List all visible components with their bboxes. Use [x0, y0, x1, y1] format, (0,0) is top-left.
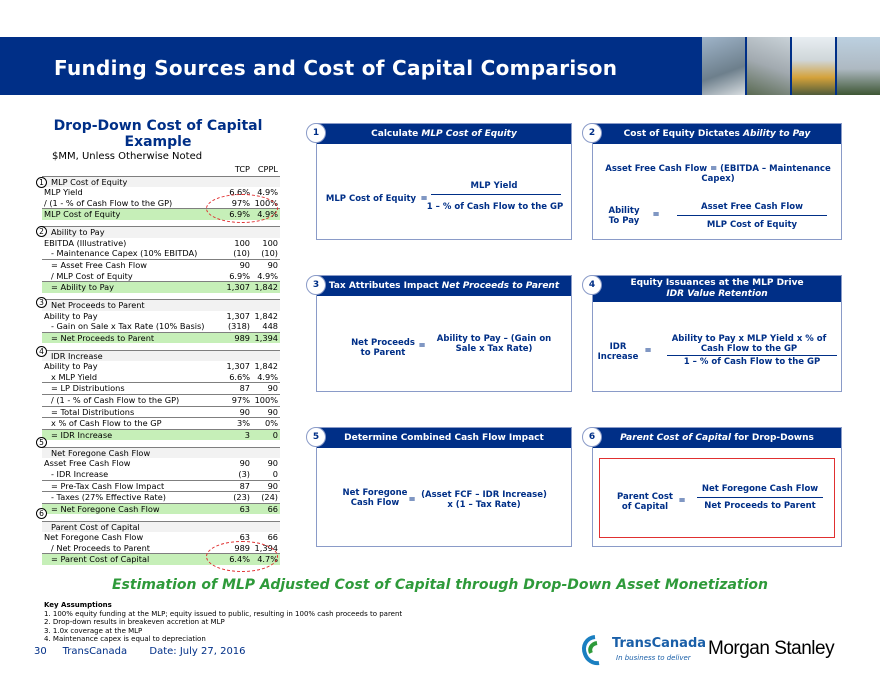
row-label: - Gain on Sale x Tax Rate (10% Basis) — [42, 321, 218, 332]
value-tcp: 1,307 — [226, 310, 250, 321]
header-photos — [700, 37, 880, 95]
value-tcp: (23) — [218, 492, 252, 504]
row-label: - Maintenance Capex (10% EBITDA) — [42, 248, 218, 259]
section-title: Net Proceeds to Parent — [42, 300, 218, 311]
highlight-oval-top — [206, 194, 278, 223]
box6-number: 6 — [582, 427, 602, 447]
table-row — [42, 469, 280, 480]
value-cppl: 448 — [252, 321, 280, 332]
value-cppl: 1,842 — [254, 361, 278, 372]
box6-numerator: Net Foregone Cash Flow — [701, 484, 819, 494]
table-row — [42, 480, 280, 492]
row-label: / MLP Cost of Equity — [42, 271, 218, 282]
value-cppl: 100% — [252, 395, 280, 407]
value-cppl — [252, 350, 280, 361]
box3-header: Tax Attributes Impact Net Proceeds to Parent — [317, 276, 571, 296]
value-tcp: 100 — [234, 237, 250, 248]
box4-header: Equity Issuances at the MLP Drive IDR Value Retention — [593, 276, 841, 302]
table-row — [42, 271, 280, 282]
box2-header: Cost of Equity Dictates Ability to Pay — [593, 124, 841, 144]
row-label: Asset Free Cash Flow — [44, 458, 131, 469]
value-cppl — [252, 300, 280, 311]
section-number-badge: 4 — [36, 346, 47, 357]
box3-rhs: Ability to Pay – (Gain on Sale x Tax Rate) — [436, 334, 552, 354]
value-tcp: 3 — [218, 429, 252, 440]
value-tcp: 3% — [218, 418, 252, 430]
highlight-oval-bottom — [206, 541, 278, 572]
value-tcp — [218, 300, 252, 311]
value-cppl: 0 — [252, 469, 280, 480]
value-cppl: 1,394 — [252, 543, 280, 554]
box-combined-cash-flow: Determine Combined Cash Flow Impact Net Foregone Cash Flow = (Asset FCF – IDR Increase) x (1 – Tax Rate) — [316, 427, 572, 547]
section-title: IDR Increase — [42, 350, 218, 361]
table-row — [42, 176, 280, 187]
key-item: 1. 100% equity funding at the MLP; equity issued to public, resulting in 100% cash proceeds to parent — [44, 609, 403, 618]
box2-denominator: MLP Cost of Equity — [706, 220, 798, 230]
value-tcp: 6.4% — [218, 554, 252, 565]
value-cppl: 1,842 — [252, 282, 280, 293]
box2-number: 2 — [582, 123, 602, 143]
section-number-badge: 5 — [36, 437, 47, 448]
table-row — [42, 248, 280, 259]
value-tcp — [218, 521, 252, 532]
box-net-proceeds: Tax Attributes Impact Net Proceeds to Parent Net Proceeds to Parent = Ability to Pay – (Gain on Sale x Tax Rate) — [316, 275, 572, 392]
value-cppl: 1,842 — [254, 310, 278, 321]
photo-pipes — [700, 37, 745, 95]
table-row — [42, 259, 280, 270]
box-ability-to-pay: Cost of Equity Dictates Ability to Pay Asset Free Cash Flow = (EBITDA – Maintenance Capex) Ability To Pay = Asset Free Cash Flow MLP Cost of Equity — [592, 123, 842, 240]
value-tcp: 1,307 — [218, 282, 252, 293]
row-label: = Asset Free Cash Flow — [51, 259, 147, 270]
row-label: = Ability to Pay — [42, 282, 218, 293]
row-label: EBITDA (Illustrative) — [44, 237, 127, 248]
table-row — [42, 429, 280, 440]
value-tcp: 97% — [218, 198, 252, 209]
value-tcp: 989 — [218, 543, 252, 554]
photo-plant — [745, 37, 790, 95]
box4-numerator: Ability to Pay x MLP Yield x % of Cash Flow to the GP — [671, 334, 827, 354]
box3-number: 3 — [306, 275, 326, 295]
box-idr-value: Equity Issuances at the MLP Drive IDR Value Retention IDR Increase = Ability to Pay x MLP Yield x % of Cash Flow to the GP 1 – % of Cash Flow to the GP — [592, 275, 842, 392]
box2-top-formula: Asset Free Cash Flow = (EBITDA – Maintenance Capex) — [605, 164, 831, 184]
table-row — [42, 406, 280, 418]
key-item: 4. Maintenance capex is equal to depreciation — [44, 635, 206, 643]
box-mlp-cost-of-equity: Calculate MLP Cost of Equity MLP Cost of Equity = MLP Yield 1 – % of Cash Flow to the GP — [316, 123, 572, 240]
row-label: = Net Proceeds to Parent — [42, 332, 218, 343]
row-label: = Total Distributions — [42, 406, 218, 418]
row-label: = Net Foregone Cash Flow — [42, 503, 218, 514]
value-cppl: 66 — [252, 503, 280, 514]
box6-denominator: Net Proceeds to Parent — [704, 501, 816, 511]
value-cppl: (24) — [252, 492, 280, 504]
row-label: x % of Cash Flow to the GP — [42, 418, 218, 430]
table-spacer — [42, 440, 280, 447]
table-row — [42, 447, 280, 458]
value-tcp: 90 — [218, 406, 252, 418]
footer-date: Date: July 27, 2016 — [149, 646, 246, 657]
table-row — [42, 492, 280, 504]
row-label: - Taxes (27% Effective Rate) — [42, 492, 218, 504]
table-row — [42, 350, 280, 361]
table-spacer — [42, 293, 280, 300]
section-number-badge: 1 — [36, 177, 47, 188]
key-item: 2. Drop-down results in breakeven accretion at MLP — [44, 618, 225, 626]
value-tcp — [218, 227, 252, 238]
table-row — [42, 321, 280, 332]
value-cppl: 1,394 — [252, 332, 280, 343]
box3-lhs: Net Proceeds to Parent — [351, 338, 415, 358]
value-cppl: 0% — [252, 418, 280, 430]
photo-station — [835, 37, 880, 95]
col-header-tcp: TCP — [234, 164, 250, 175]
value-cppl: 4.7% — [252, 554, 280, 565]
table-row — [42, 395, 280, 407]
section-number-badge: 2 — [36, 226, 47, 237]
table-row — [42, 503, 280, 514]
value-tcp: 6.6% — [229, 187, 250, 198]
section-number-badge: 3 — [36, 297, 47, 308]
row-label: = Pre-Tax Cash Flow Impact — [42, 480, 218, 492]
section-title: MLP Cost of Equity — [42, 176, 218, 187]
value-cppl: 100% — [252, 198, 280, 209]
row-label: MLP Yield — [44, 187, 83, 198]
table-row — [42, 300, 280, 311]
row-label: / (1 - % of Cash Flow to the GP) — [42, 395, 218, 407]
box5-rhs: (Asset FCF – IDR Increase) x (1 – Tax Rate) — [421, 490, 547, 510]
morgan-stanley-logo: Morgan Stanley — [708, 638, 835, 659]
value-tcp: 90 — [239, 259, 250, 270]
box1-lhs: MLP Cost of Equity — [325, 194, 417, 204]
row-label: = IDR Increase — [42, 429, 218, 440]
key-assumptions — [44, 601, 402, 644]
value-cppl: 100 — [262, 237, 278, 248]
box1-number: 1 — [306, 123, 326, 143]
row-label: Ability to Pay — [44, 361, 98, 372]
table-row — [42, 238, 280, 249]
row-label: MLP Cost of Equity — [42, 209, 218, 220]
key-item: 3. 1.0x coverage at the MLP — [44, 626, 143, 635]
section-title: Net Foregone Cash Flow — [42, 447, 218, 458]
value-tcp: 87 — [218, 383, 252, 395]
value-cppl: 90 — [252, 480, 280, 492]
key-assumptions-title: Key Assumptions — [44, 601, 112, 609]
box6-lhs: Parent Cost of Capital — [617, 492, 673, 512]
table-row — [42, 383, 280, 395]
value-cppl: 4.9% — [257, 187, 278, 198]
box-parent-cost-of-capital: Parent Cost of Capital for Drop-Downs Parent Cost of Capital = Net Foregone Cash Flow Net Proceeds to Parent — [592, 427, 842, 547]
box1-numerator: MLP Yield — [470, 181, 518, 191]
value-tcp — [218, 350, 252, 361]
table-row — [42, 372, 280, 383]
row-label: = Parent Cost of Capital — [42, 554, 218, 565]
left-title: Drop-Down Cost of Capital Example — [53, 118, 263, 150]
row-label: / (1 - % of Cash Flow to the GP) — [42, 198, 218, 209]
section-number-badge: 6 — [36, 508, 47, 519]
transcanada-swirl-icon — [580, 634, 610, 668]
value-cppl: 4.9% — [252, 209, 280, 220]
box4-lhs: IDR Increase — [597, 342, 639, 362]
box6-header: Parent Cost of Capital for Drop-Downs — [593, 428, 841, 448]
table-row — [42, 521, 280, 532]
section-title: Ability to Pay — [42, 227, 218, 238]
photo-worker — [790, 37, 835, 95]
transcanada-name: TransCanada — [612, 636, 707, 651]
value-cppl — [252, 521, 280, 532]
row-label: x MLP Yield — [42, 372, 218, 383]
header-bar — [0, 37, 880, 95]
table-row — [42, 458, 280, 469]
value-cppl: 4.9% — [252, 271, 280, 282]
value-cppl: 4.9% — [252, 372, 280, 383]
bottom-headline: Estimation of MLP Adjusted Cost of Capital through Drop-Down Asset Monetization — [111, 577, 769, 593]
value-cppl — [252, 447, 280, 458]
row-label: = LP Distributions — [42, 383, 218, 395]
box5-header: Determine Combined Cash Flow Impact — [317, 428, 571, 448]
value-cppl — [252, 227, 280, 238]
value-tcp — [218, 447, 252, 458]
value-tcp: 97% — [218, 395, 252, 407]
value-cppl: 90 — [267, 259, 278, 270]
value-tcp: 1,307 — [226, 361, 250, 372]
col-header-cppl: CPPL — [257, 164, 278, 175]
cost-of-capital-table — [42, 164, 280, 565]
value-tcp: 989 — [218, 332, 252, 343]
value-cppl: 66 — [267, 532, 278, 543]
row-label: / Net Proceeds to Parent — [42, 543, 218, 554]
table-spacer — [42, 514, 280, 521]
table-spacer — [42, 343, 280, 350]
value-cppl: 90 — [267, 458, 278, 469]
table-row — [42, 332, 280, 343]
box1-header: Calculate MLP Cost of Equity — [317, 124, 571, 144]
box2-lhs: Ability To Pay — [608, 206, 640, 226]
box4-denominator: 1 – % of Cash Flow to the GP — [683, 357, 821, 367]
page-title: Funding Sources and Cost of Capital Comparison — [54, 56, 618, 80]
value-tcp: 6.6% — [218, 372, 252, 383]
box5-number: 5 — [306, 427, 326, 447]
box5-lhs: Net Foregone Cash Flow — [342, 488, 408, 508]
row-label: Ability to Pay — [44, 310, 98, 321]
value-tcp: (3) — [218, 469, 252, 480]
section-title: Parent Cost of Capital — [42, 521, 218, 532]
value-cppl: 90 — [252, 383, 280, 395]
value-tcp: 90 — [239, 458, 250, 469]
value-cppl: 90 — [252, 406, 280, 418]
value-tcp: 87 — [218, 480, 252, 492]
value-tcp: 6.9% — [218, 271, 252, 282]
value-tcp: (10) — [218, 248, 252, 259]
box2-numerator: Asset Free Cash Flow — [701, 202, 803, 212]
box4-number: 4 — [582, 275, 602, 295]
value-tcp: 63 — [218, 503, 252, 514]
value-cppl: 0 — [252, 429, 280, 440]
row-label: - IDR Increase — [42, 469, 218, 480]
value-tcp — [218, 176, 252, 187]
footer-company: TransCanada — [62, 646, 128, 657]
table-row — [42, 282, 280, 293]
value-cppl — [252, 176, 280, 187]
footer — [34, 646, 246, 657]
table-row — [42, 418, 280, 430]
table-row — [42, 311, 280, 322]
transcanada-logo — [580, 634, 707, 670]
left-subtitle: $MM, Unless Otherwise Noted — [52, 151, 203, 162]
transcanada-tagline: In business to deliver — [616, 654, 691, 662]
box1-denominator: 1 – % of Cash Flow to the GP — [426, 202, 564, 212]
table-row — [42, 361, 280, 372]
table-row — [42, 227, 280, 238]
value-tcp: 6.9% — [218, 209, 252, 220]
value-tcp: (318) — [218, 321, 252, 332]
value-tcp: 63 — [239, 532, 250, 543]
page-number: 30 — [34, 646, 47, 657]
row-label: Net Foregone Cash Flow — [44, 532, 144, 543]
value-cppl: (10) — [252, 248, 280, 259]
